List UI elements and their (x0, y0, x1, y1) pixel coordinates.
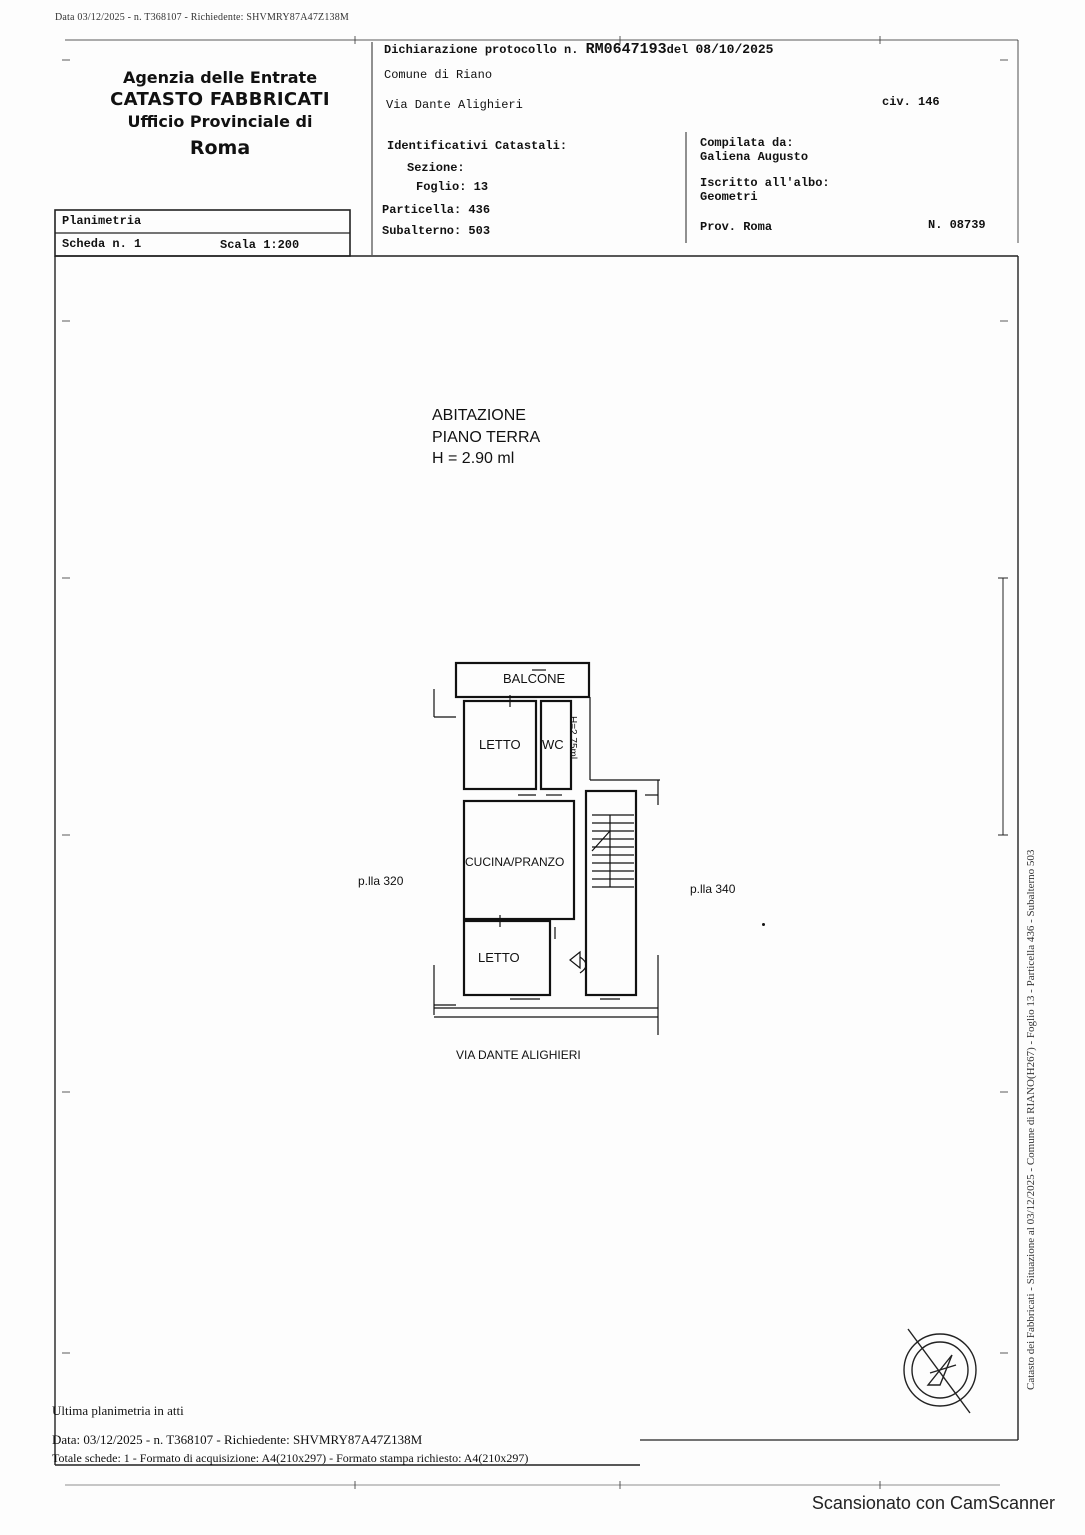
protocol-label: Dichiarazione protocollo n. (384, 43, 579, 57)
civ-line (882, 95, 940, 109)
subalterno-value: 503 (468, 224, 491, 238)
wc-label: WC (542, 737, 564, 752)
prov-line (700, 220, 772, 234)
protocol-date: 08/10/2025 (695, 42, 774, 57)
scan-header-text: Data 03/12/2025 - n. T368107 - Richiedente: SHVMRY87A47Z138M (55, 12, 350, 23)
compiler-name: Galiena Augusto (700, 150, 809, 164)
particella-label: Particella: (382, 203, 462, 217)
civ-number: 146 (918, 95, 940, 109)
ultima-planimetria-note: Ultima planimetria in atti (52, 1403, 184, 1418)
iscritto-label: Iscritto all'albo: (700, 176, 830, 190)
ufficio-label: Ufficio Provinciale di (127, 111, 313, 131)
plan-heading-floor: PIANO TERRA (432, 428, 541, 446)
particella-line (382, 203, 490, 217)
civ-label: civ. (882, 95, 911, 109)
albo-value: Geometri (700, 190, 758, 204)
address-text: Via Dante Alighieri (386, 98, 523, 112)
sezione-line (407, 161, 465, 175)
catasto-title: CATASTO FABBRICATI (110, 89, 330, 111)
albo-number-line (928, 218, 986, 232)
plla-left-label: p.lla 320 (358, 874, 404, 888)
planimetria-title: Planimetria (62, 214, 142, 228)
albo-number-label: N. (928, 218, 943, 232)
plan-dot (762, 923, 765, 926)
subalterno-line (382, 224, 490, 238)
north-arrow-icon (900, 1325, 980, 1415)
prov-label: Prov. (700, 220, 737, 234)
protocol-number: RM0647193 (585, 41, 667, 58)
identifiers-title: Identificativi Catastali: (387, 139, 568, 153)
letto-bottom-label: LETTO (478, 950, 520, 965)
foglio-value: 13 (473, 180, 489, 194)
agency-block (90, 68, 350, 160)
foglio-line (416, 180, 488, 194)
totale-schede-line: Totale schede: 1 - Formato di acquisizione: A4(210x297) - Formato stampa richiesto: A4(210x297) (52, 1451, 529, 1465)
street-label: VIA DANTE ALIGHIERI (456, 1048, 581, 1062)
plla-right-label: p.lla 340 (690, 882, 736, 896)
stairwell-outline (586, 791, 636, 995)
particella-value: 436 (468, 203, 491, 217)
albo-number: 08739 (949, 218, 986, 232)
letto-top-label: LETTO (479, 737, 521, 752)
plan-heading-height: H = 2.90 ml (432, 450, 515, 468)
wc-height-label: H=2.75ml (567, 716, 578, 760)
compilata-label: Compilata da: (700, 136, 794, 150)
sezione-label: Sezione: (407, 161, 465, 175)
foglio-label: Foglio: (416, 180, 467, 194)
scala-label: Scala 1:200 (220, 238, 300, 252)
subalterno-label: Subalterno: (382, 224, 462, 238)
plan-heading (432, 405, 540, 470)
balcone-label: BALCONE (503, 671, 566, 686)
plan-heading-type: ABITAZIONE (432, 407, 526, 424)
protocol-line (384, 41, 773, 58)
city-name: Roma (189, 136, 251, 159)
data-request-line: Data: 03/12/2025 - n. T368107 - Richiedente: SHVMRY87A47Z138M (52, 1432, 423, 1447)
agency-name: Agenzia delle Entrate (122, 68, 318, 87)
camscanner-watermark: Scansionato con CamScanner (811, 1493, 1055, 1513)
comune-text: Comune di Riano (384, 68, 493, 82)
floor-plan-drawing (420, 655, 670, 1040)
side-cadastral-text: Catasto dei Fabbricati - Situazione al 03/12/2025 - Comune di RIANO(H267) - Foglio 13 - Particella 436 - Subalterno 503 (1025, 849, 1037, 1390)
date-label: del (666, 43, 689, 57)
prov-value: Roma (743, 220, 773, 234)
scheda-label: Scheda n. 1 (62, 237, 142, 251)
cucina-label: CUCINA/PRANZO (465, 855, 565, 869)
